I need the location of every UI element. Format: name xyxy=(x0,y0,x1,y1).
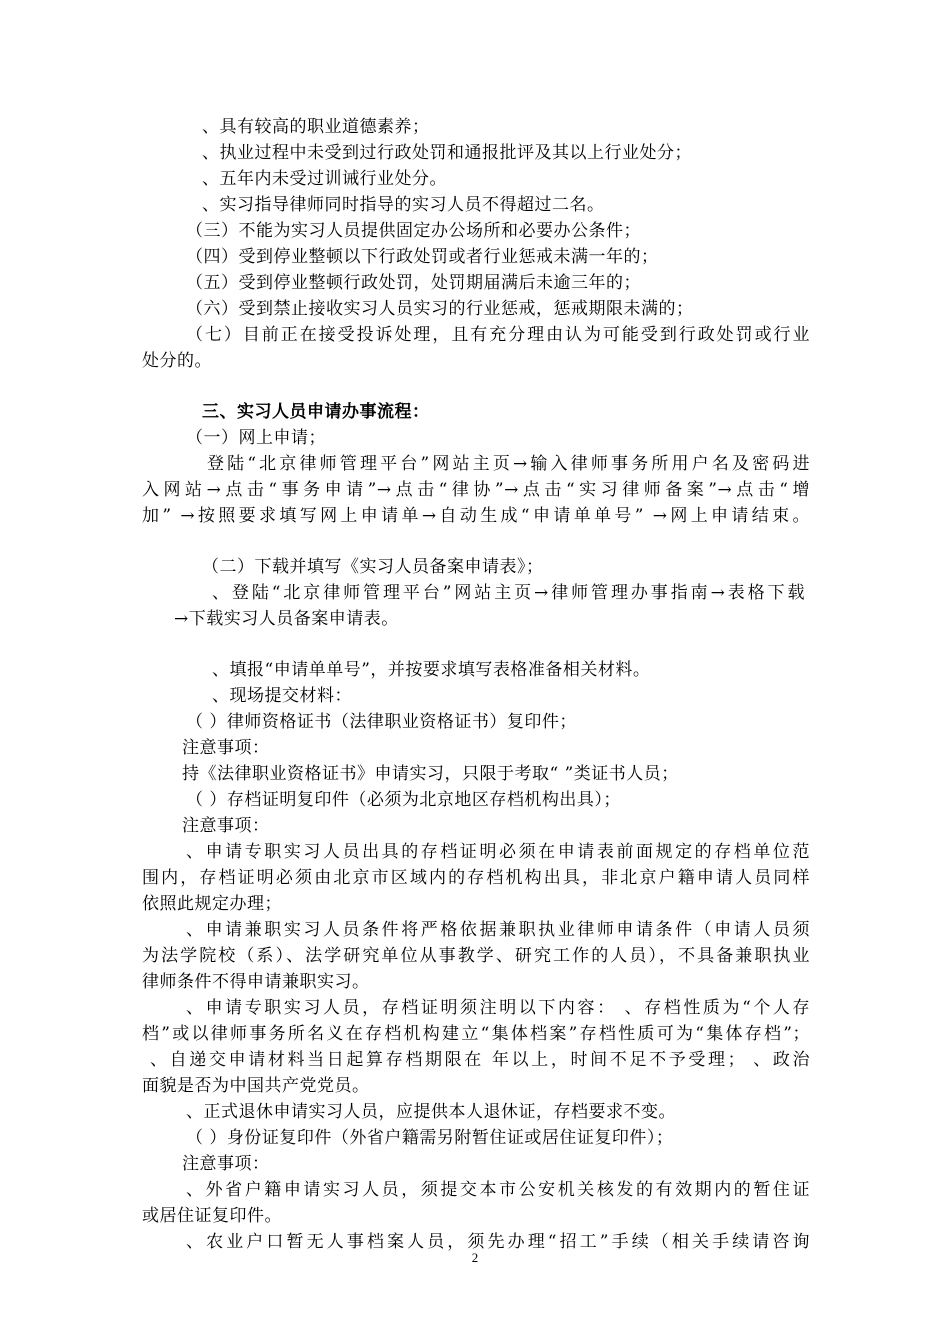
text-line: 登陆“北京律师管理平台”网站主页→输入律师事务所用户名及密码进 xyxy=(207,454,810,474)
text-line: （六）受到禁止接收实习人员实习的行业惩戒，惩戒期限未满的； xyxy=(186,299,694,319)
text-line: （ ）身份证复印件（外省户籍需另附暂住证或居住证复印件）； xyxy=(186,1128,674,1148)
text-line: 、五年内未受过训诫行业处分。 xyxy=(202,169,447,189)
text-line: 、申请专职实习人员，存档证明须注明以下内容： 、存档性质为“个人存 xyxy=(186,998,810,1018)
text-line: 注意事项： xyxy=(182,816,270,836)
text-line: 、具有较高的职业道德素养； xyxy=(202,117,430,137)
text-line: 入网站→点击“事务申请”→点击“律协”→点击“实习律师备案”→点击“增 xyxy=(142,480,810,500)
text-line: 、现场提交材料： xyxy=(212,686,352,706)
text-line: 或居住证复印件。 xyxy=(142,1206,282,1226)
text-line: （四）受到停业整顿以下行政处罚或者行业惩戒未满一年的； xyxy=(186,247,659,267)
text-line: 、填报“申请单单号”，并按要求填写表格准备相关材料。 xyxy=(212,660,651,680)
text-line: 注意事项： xyxy=(182,738,270,758)
text-line: 、执业过程中未受到过行政处罚和通报批评及其以上行业处分； xyxy=(202,143,692,163)
text-line: （二）下载并填写《实习人员备案申请表》； xyxy=(202,557,544,577)
text-line: 、实习指导律师同时指导的实习人员不得超过二名。 xyxy=(202,195,605,215)
text-line: 为法学院校（系）、法学研究单位从事教学、研究工作的人员），不具备兼职执业 xyxy=(142,946,810,966)
text-line: 、登陆“北京律师管理平台”网站主页→律师管理办事指南→表格下载 xyxy=(212,583,805,603)
text-line: 、自递交申请材料当日起算存档期限在 年以上，时间不足不予受理； 、政治 xyxy=(150,1050,810,1070)
text-line: （ ）律师资格证书（法律职业资格证书）复印件； xyxy=(186,712,577,732)
text-line: 加” →按照要求填写网上申请单→自动生成“申请单单号” →网上申请结束。 xyxy=(142,506,810,526)
page-number: 2 xyxy=(471,1250,479,1265)
text-line: 律师条件不得申请兼职实习。 xyxy=(142,972,370,992)
text-line: 面貌是否为中国共产党党员。 xyxy=(142,1076,370,1096)
text-line: （一）网上申请； xyxy=(186,428,326,448)
text-line: （七）目前正在接受投诉处理，且有充分理由认为可能受到行政处罚或行业 xyxy=(186,325,810,345)
text-line: →下载实习人员备案申请表。 xyxy=(174,609,399,629)
text-line: （ ）存档证明复印件（必须为北京地区存档机构出具）； xyxy=(186,790,621,810)
text-line: 依照此规定办理； xyxy=(142,894,282,914)
text-line: 处分的。 xyxy=(142,351,212,371)
text-line: 围内，存档证明必须由北京市区域内的存档机构出具，非北京户籍申请人员同样 xyxy=(142,868,810,888)
text-line: 注意事项： xyxy=(182,1154,270,1174)
text-line: （五）受到停业整顿行政处罚，处罚期届满后未逾三年的； xyxy=(186,273,641,293)
section-heading: 三、实习人员申请办事流程： xyxy=(202,402,430,422)
text-line: （三）不能为实习人员提供固定办公场所和必要办公条件； xyxy=(186,221,641,241)
text-line: 、申请专职实习人员出具的存档证明必须在申请表前面规定的存档单位范 xyxy=(186,842,810,862)
text-line: 档”或以律师事务所名义在存档机构建立“集体档案”存档性质可为“集体存档”； xyxy=(142,1024,810,1044)
text-line: 、农业户口暂无人事档案人员，须先办理“招工”手续（相关手续请咨询 xyxy=(186,1232,810,1252)
text-line: 持《法律职业资格证书》申请实习，只限于考取“ ”类证书人员； xyxy=(182,764,679,784)
text-line: 、正式退休申请实习人员，应提供本人退休证，存档要求不变。 xyxy=(186,1102,676,1122)
text-line: 、申请兼职实习人员条件将严格依据兼职执业律师申请条件（申请人员须 xyxy=(186,920,810,940)
text-line: 、外省户籍申请实习人员，须提交本市公安机关核发的有效期内的暂住证 xyxy=(186,1180,810,1200)
